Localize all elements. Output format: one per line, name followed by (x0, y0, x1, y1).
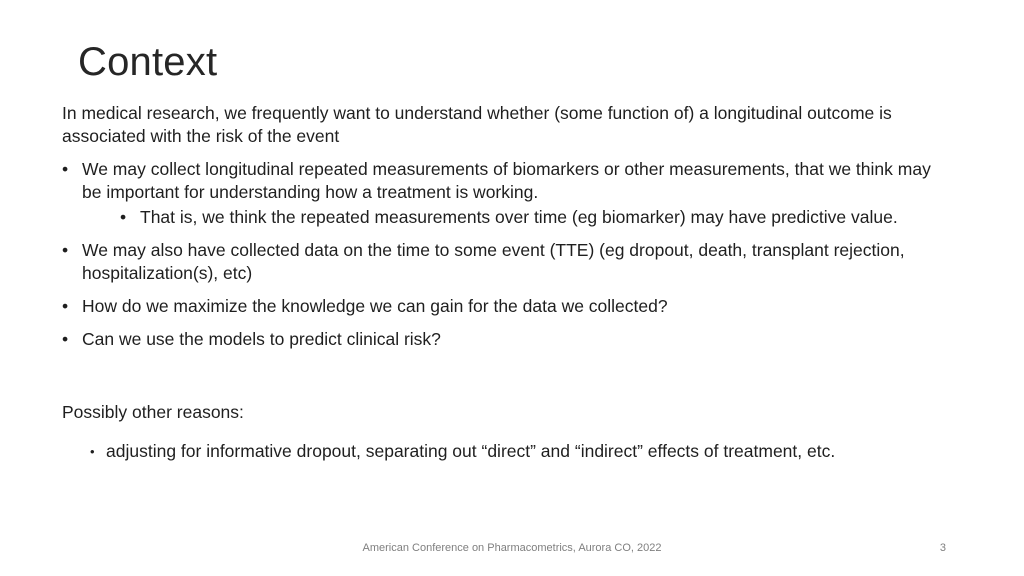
sub-bullet-text: That is, we think the repeated measurements over time (eg biomarker) may have predictive value. (140, 207, 898, 227)
bullet-text: How do we maximize the knowledge we can gain for the data we collected? (82, 296, 668, 316)
reasons-heading: Possibly other reasons: (62, 402, 244, 422)
bullet-item (62, 239, 942, 285)
bullet-item (62, 295, 942, 318)
bullet-item (62, 328, 942, 351)
slide-title: Context (78, 40, 218, 84)
reason-item (86, 436, 942, 467)
bullet-text: Can we use the models to predict clinical risk? (82, 329, 441, 349)
bullet-dot-icon: • (62, 159, 69, 179)
slide-body (62, 102, 942, 467)
bullet-dot-icon: • (62, 240, 69, 260)
spacer (62, 361, 942, 401)
slide-footer: American Conference on Pharmacometrics, Aurora CO, 2022 (362, 542, 662, 554)
bullet-dot-icon: • (62, 296, 69, 316)
reason-text: adjusting for informative dropout, separating out “direct” and “indirect” effects of treatment, etc. (106, 441, 836, 461)
sub-bullet-item (120, 206, 942, 229)
bullet-text: We may also have collected data on the time to some event (TTE) (eg dropout, death, transplant rejection, hospitalization(s), etc) (82, 240, 905, 283)
bullet-dot-icon: • (62, 329, 69, 349)
bullet-dot-icon: • (120, 207, 127, 227)
page-number: 3 (939, 542, 946, 554)
intro-paragraph: In medical research, we frequently want to understand whether (some function of) a longitudinal outcome is associated with the risk of the event (62, 103, 892, 146)
bullet-item (62, 158, 942, 229)
bullet-dot-icon: • (90, 444, 95, 459)
bullet-text: We may collect longitudinal repeated measurements of biomarkers or other measurements, that we think may be important for understanding how a treatment is working. (82, 159, 931, 202)
